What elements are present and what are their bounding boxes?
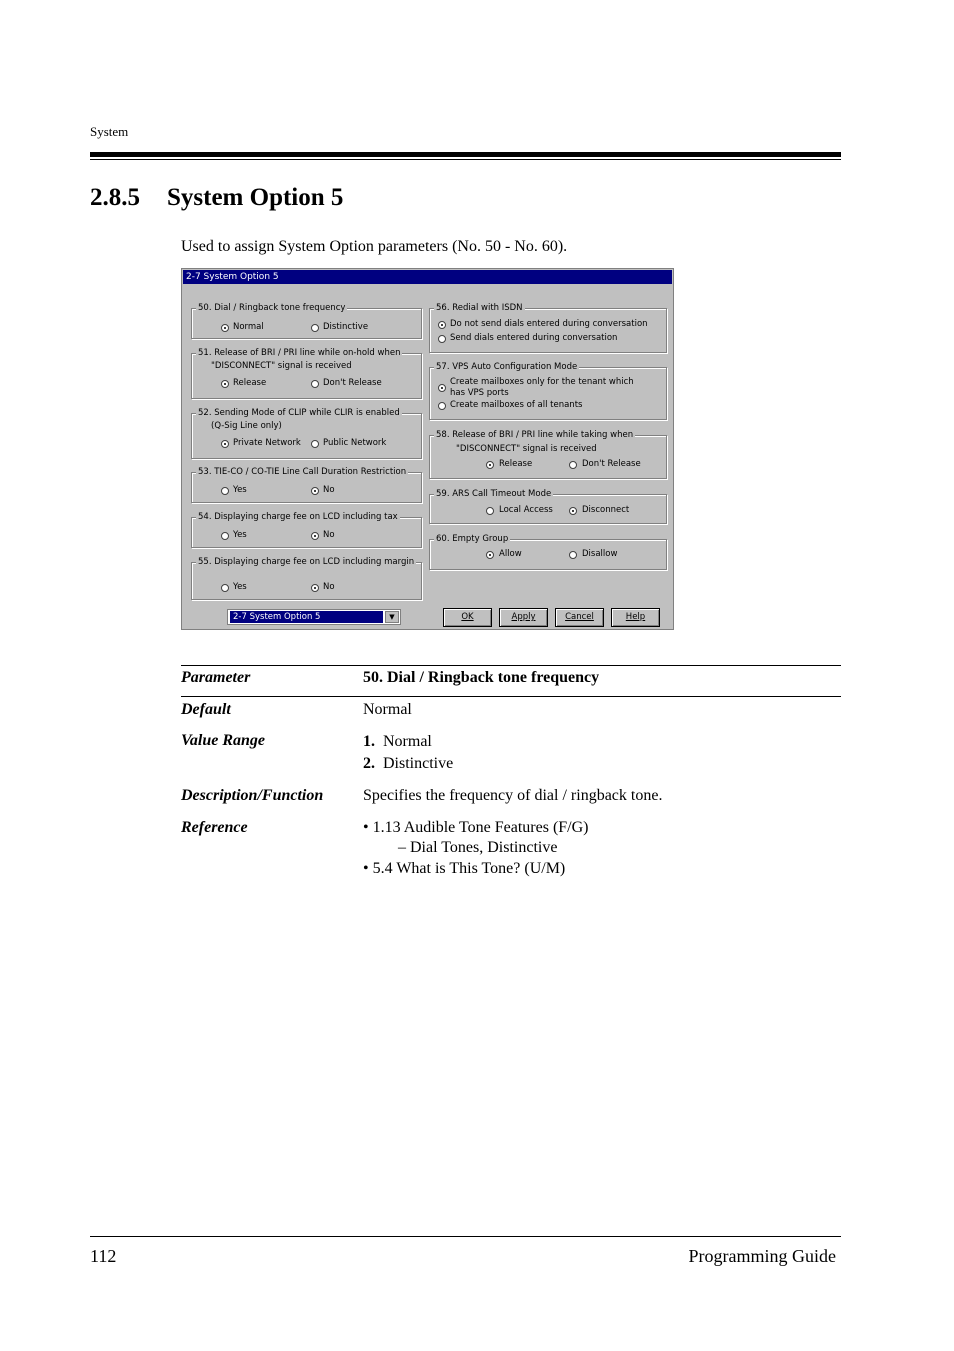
radio-51-dont-release-label: Don't Release bbox=[323, 378, 382, 388]
radio-50-normal-label: Normal bbox=[233, 322, 264, 332]
radio-57-all-tenants[interactable] bbox=[438, 402, 446, 410]
radio-59-local-access-label: Local Access bbox=[499, 505, 553, 515]
radio-50-distinctive-label: Distinctive bbox=[323, 322, 369, 332]
group-52-label-2: (Q-Sig Line only) bbox=[211, 421, 282, 431]
radio-55-yes-label: Yes bbox=[233, 582, 247, 592]
default-label: Default bbox=[181, 701, 231, 718]
section-title bbox=[90, 184, 343, 212]
group-56 bbox=[429, 303, 667, 353]
radio-58-release[interactable] bbox=[486, 461, 494, 469]
group-57-label: 57. VPS Auto Configuration Mode bbox=[436, 362, 578, 372]
radio-53-yes-label: Yes bbox=[233, 485, 247, 495]
description-value: Specifies the frequency of dial / ringback tone. bbox=[363, 787, 663, 804]
reference-item: • 5.4 What is This Tone? (U/M) bbox=[363, 860, 566, 877]
value-range-text: Distinctive bbox=[383, 755, 454, 772]
radio-57-tenant-only[interactable] bbox=[438, 384, 446, 392]
radio-51-dont-release[interactable] bbox=[311, 380, 319, 388]
radio-56-send-label: Send dials entered during conversation bbox=[450, 333, 618, 343]
radio-54-no[interactable] bbox=[311, 532, 319, 540]
radio-54-no-label: No bbox=[323, 530, 335, 540]
header-rule-thin bbox=[90, 159, 841, 160]
table-header-rule bbox=[181, 696, 841, 697]
cancel-button[interactable]: Cancel bbox=[555, 608, 604, 627]
radio-52-public-label: Public Network bbox=[323, 438, 387, 448]
group-59 bbox=[429, 489, 667, 524]
radio-50-distinctive[interactable] bbox=[311, 324, 319, 332]
radio-60-allow[interactable] bbox=[486, 551, 494, 559]
group-52 bbox=[191, 408, 422, 459]
group-60-label: 60. Empty Group bbox=[436, 534, 509, 544]
radio-50-normal[interactable] bbox=[221, 324, 229, 332]
parameter-value: 50. Dial / Ringback tone frequency bbox=[363, 669, 600, 686]
group-59-label: 59. ARS Call Timeout Mode bbox=[436, 489, 552, 499]
page-select[interactable] bbox=[227, 609, 401, 625]
chevron-down-icon[interactable]: ▼ bbox=[385, 611, 399, 623]
value-range-text: Normal bbox=[383, 733, 432, 750]
apply-button[interactable]: Apply bbox=[499, 608, 548, 627]
radio-57-tenant-only-label-2: has VPS ports bbox=[450, 388, 509, 398]
help-button[interactable]: Help bbox=[611, 608, 660, 627]
group-58-label-2: "DISCONNECT" signal is received bbox=[456, 444, 597, 454]
radio-57-all-tenants-label: Create mailboxes of all tenants bbox=[450, 400, 583, 410]
group-53-label: 53. TIE-CO / CO-TIE Line Call Duration Restriction bbox=[198, 467, 407, 477]
radio-51-release[interactable] bbox=[221, 380, 229, 388]
group-51-label-2: "DISCONNECT" signal is received bbox=[211, 361, 352, 371]
group-56-label: 56. Redial with ISDN bbox=[436, 303, 523, 313]
radio-55-no[interactable] bbox=[311, 584, 319, 592]
group-51-label: 51. Release of BRI / PRI line while on-hold when bbox=[198, 348, 401, 358]
group-54 bbox=[191, 512, 422, 548]
running-header: System bbox=[90, 124, 129, 139]
group-50-label: 50. Dial / Ringback tone frequency bbox=[198, 303, 346, 313]
radio-60-disallow[interactable] bbox=[569, 551, 577, 559]
section-title-text: System Option 5 bbox=[167, 184, 344, 211]
group-55-label: 55. Displaying charge fee on LCD including margin bbox=[198, 557, 415, 567]
radio-58-dont-release[interactable] bbox=[569, 461, 577, 469]
radio-60-disallow-label: Disallow bbox=[582, 549, 618, 559]
radio-57-tenant-only-label: Create mailboxes only for the tenant which bbox=[450, 377, 634, 387]
radio-59-disconnect[interactable] bbox=[569, 507, 577, 515]
radio-55-yes[interactable] bbox=[221, 584, 229, 592]
section-number: 2.8.5 bbox=[90, 184, 140, 211]
value-range-num: 2. bbox=[363, 755, 375, 772]
value-range-label: Value Range bbox=[181, 732, 266, 749]
radio-51-release-label: Release bbox=[233, 378, 267, 388]
radio-53-yes[interactable] bbox=[221, 487, 229, 495]
intro-text: Used to assign System Option parameters (No. 50 - No. 60). bbox=[181, 238, 568, 255]
group-51 bbox=[191, 348, 422, 399]
radio-54-yes-label: Yes bbox=[233, 530, 247, 540]
ok-button[interactable]: OK bbox=[443, 608, 492, 627]
page-number: 112 bbox=[90, 1246, 117, 1266]
radio-59-disconnect-label: Disconnect bbox=[582, 505, 630, 515]
description-label: Description/Function bbox=[181, 787, 324, 804]
group-50 bbox=[191, 303, 422, 339]
header-rule bbox=[90, 152, 841, 157]
radio-58-release-label: Release bbox=[499, 459, 533, 469]
radio-56-send[interactable] bbox=[438, 335, 446, 343]
radio-56-do-not-send[interactable] bbox=[438, 321, 446, 329]
footer-rule bbox=[90, 1236, 841, 1237]
group-55 bbox=[191, 557, 422, 600]
table-top-rule bbox=[181, 665, 841, 666]
radio-53-no[interactable] bbox=[311, 487, 319, 495]
group-58 bbox=[429, 430, 667, 479]
footer-guide-title: Programming Guide bbox=[688, 1246, 836, 1266]
radio-54-yes[interactable] bbox=[221, 532, 229, 540]
group-54-label: 54. Displaying charge fee on LCD including tax bbox=[198, 512, 398, 522]
group-60 bbox=[429, 534, 667, 570]
reference-label: Reference bbox=[181, 819, 248, 836]
group-53 bbox=[191, 467, 422, 503]
group-52-label: 52. Sending Mode of CLIP while CLIR is enabled bbox=[198, 408, 400, 418]
reference-subitem: – Dial Tones, Distinctive bbox=[398, 839, 558, 856]
radio-52-private[interactable] bbox=[221, 440, 229, 448]
value-range-item bbox=[363, 755, 453, 773]
radio-53-no-label: No bbox=[323, 485, 335, 495]
page-select-value: 2-7 System Option 5 bbox=[230, 611, 383, 623]
group-57 bbox=[429, 362, 667, 420]
radio-56-do-not-send-label: Do not send dials entered during conversation bbox=[450, 319, 648, 329]
radio-52-public[interactable] bbox=[311, 440, 319, 448]
dialog-title-bar: 2-7 System Option 5 bbox=[183, 270, 672, 284]
radio-59-local-access[interactable] bbox=[486, 507, 494, 515]
reference-item: • 1.13 Audible Tone Features (F/G) bbox=[363, 819, 589, 836]
system-option-dialog bbox=[181, 268, 674, 630]
parameter-label: Parameter bbox=[181, 669, 251, 686]
default-value: Normal bbox=[363, 701, 412, 718]
radio-58-dont-release-label: Don't Release bbox=[582, 459, 641, 469]
group-58-label: 58. Release of BRI / PRI line while taking when bbox=[436, 430, 634, 440]
radio-52-private-label: Private Network bbox=[233, 438, 301, 448]
value-range-num: 1. bbox=[363, 733, 375, 750]
radio-55-no-label: No bbox=[323, 582, 335, 592]
value-range-item bbox=[363, 733, 432, 751]
radio-60-allow-label: Allow bbox=[499, 549, 522, 559]
